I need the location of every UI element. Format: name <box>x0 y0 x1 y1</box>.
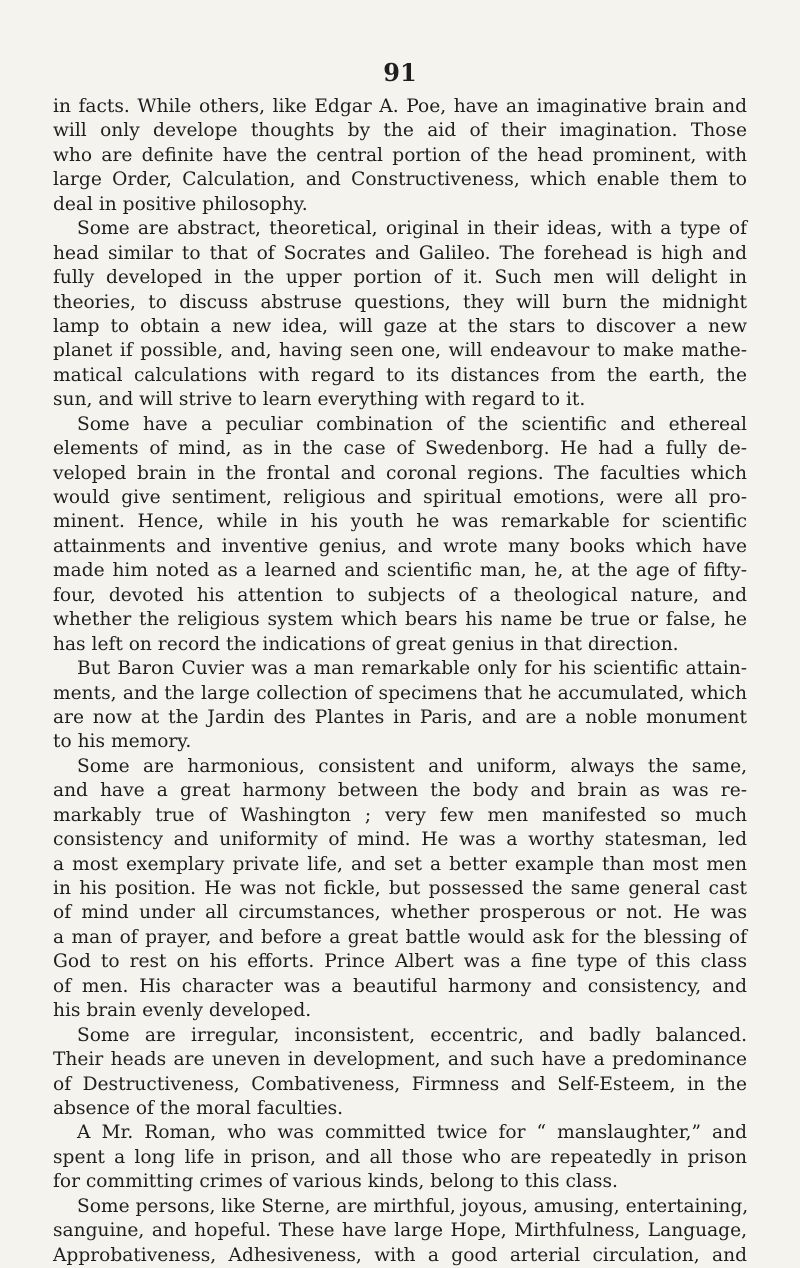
text-line: sun, and will strive to learn everything with regard to it. <box>53 389 586 411</box>
text-line: to his memory. <box>53 731 192 753</box>
text-line: in facts. While others, like Edgar A. Poe, have an imaginative brain and <box>53 96 747 117</box>
text-line: God to rest on his efforts. Prince Albert was a fine type of this class <box>53 951 747 973</box>
text-line: and have a great harmony between the body and brain as was re- <box>53 780 747 802</box>
text-line: ments, and the large collection of specimens that he accumulated, which <box>53 682 747 704</box>
text-line: Some have a peculiar combination of the scientific and ethereal <box>77 413 747 435</box>
text-line: Their heads are uneven in development, and such have a predominance <box>53 1049 747 1071</box>
text-line: planet if possible, and, having seen one, will endeavour to make mathe- <box>53 340 747 362</box>
text-line: absence of the moral faculties. <box>53 1097 344 1119</box>
text-line: But Baron Cuvier was a man remarkable only for his scientific attain- <box>77 658 747 680</box>
text-line: a most exemplary private life, and set a better example than most men <box>53 853 747 875</box>
text-line: of men. His character was a beautiful harmony and consistency, and <box>53 975 747 997</box>
text-line: for committing crimes of various kinds, belong to this class. <box>53 1171 618 1193</box>
text-line: who are definite have the central portion of the head prominent, with <box>53 144 747 166</box>
text-line: in his position. He was not fickle, but possessed the same general cast <box>53 878 747 899</box>
text-line: will only develope thoughts by the aid of their imagination. Those <box>53 120 747 142</box>
page-number: 91 <box>383 58 417 87</box>
text-line: deal in positive philosophy. <box>53 193 308 215</box>
text-line: would give sentiment, religious and spiritual emotions, were all pro- <box>53 487 747 508</box>
text-line: minent. Hence, while in his youth he was remarkable for scientific <box>53 511 747 533</box>
text-line: theories, to discuss abstruse questions, they will burn the midnight <box>53 291 747 313</box>
text-line: A Mr. Roman, who was committed twice for “ manslaughter,” and <box>77 1122 747 1144</box>
text-line: fully developed in the upper portion of it. Such men will delight in <box>53 267 747 289</box>
text-line: Some persons, like Sterne, are mirthful, joyous, amusing, entertaining, <box>77 1195 749 1217</box>
text-line: has left on record the indications of great genius in that direction. <box>53 633 679 655</box>
text-line: markably true of Washington ; very few men manifested so much <box>53 804 747 826</box>
text-line: sanguine, and hopeful. These have large Hope, Mirthfulness, Language, <box>53 1220 747 1242</box>
text-line: of Destructiveness, Combativeness, Firmness and Self-Esteem, in the <box>53 1073 747 1095</box>
text-line: lamp to obtain a new idea, will gaze at the stars to discover a new <box>53 315 747 337</box>
text-line: four, devoted his attention to subjects of a theological nature, and <box>53 584 747 606</box>
text-line: large Order, Calculation, and Constructiveness, which enable them to <box>53 169 747 191</box>
text-line: Some are abstract, theoretical, original in their ideas, with a type of <box>77 218 747 240</box>
text-line: elements of mind, as in the case of Swedenborg. He had a fully de- <box>53 438 747 460</box>
text-line: made him noted as a learned and scientific man, he, at the age of fifty- <box>53 560 747 582</box>
text-line: Some are harmonious, consistent and uniform, always the same, <box>77 755 747 777</box>
text-line: veloped brain in the frontal and coronal regions. The faculties which <box>53 462 747 484</box>
text-line: attainments and inventive genius, and wrote many books which have <box>53 535 747 557</box>
text-line: whether the religious system which bears his name be true or false, he <box>53 609 747 631</box>
text-line: a man of prayer, and before a great battle would ask for the blessing of <box>53 926 747 948</box>
text-line: Some are irregular, inconsistent, eccentric, and badly balanced. <box>77 1024 747 1046</box>
text-line: Approbativeness, Adhesiveness, with a good arterial circulation, and <box>53 1244 747 1266</box>
text-line: consistency and uniformity of mind. He was a worthy statesman, led <box>53 829 747 851</box>
text-line: are now at the Jardin des Plantes in Paris, and are a noble monument <box>53 706 747 728</box>
text-line: of mind under all circumstances, whether prosperous or not. He was <box>53 902 747 924</box>
text-line: head similar to that of Socrates and Galileo. The forehead is high and <box>53 242 747 264</box>
text-line: his brain evenly developed. <box>53 1000 312 1022</box>
text-line: matical calculations with regard to its distances from the earth, the <box>53 364 747 386</box>
body-text <box>53 95 747 1268</box>
text-line: spent a long life in prison, and all those who are repeatedly in prison <box>53 1146 747 1168</box>
